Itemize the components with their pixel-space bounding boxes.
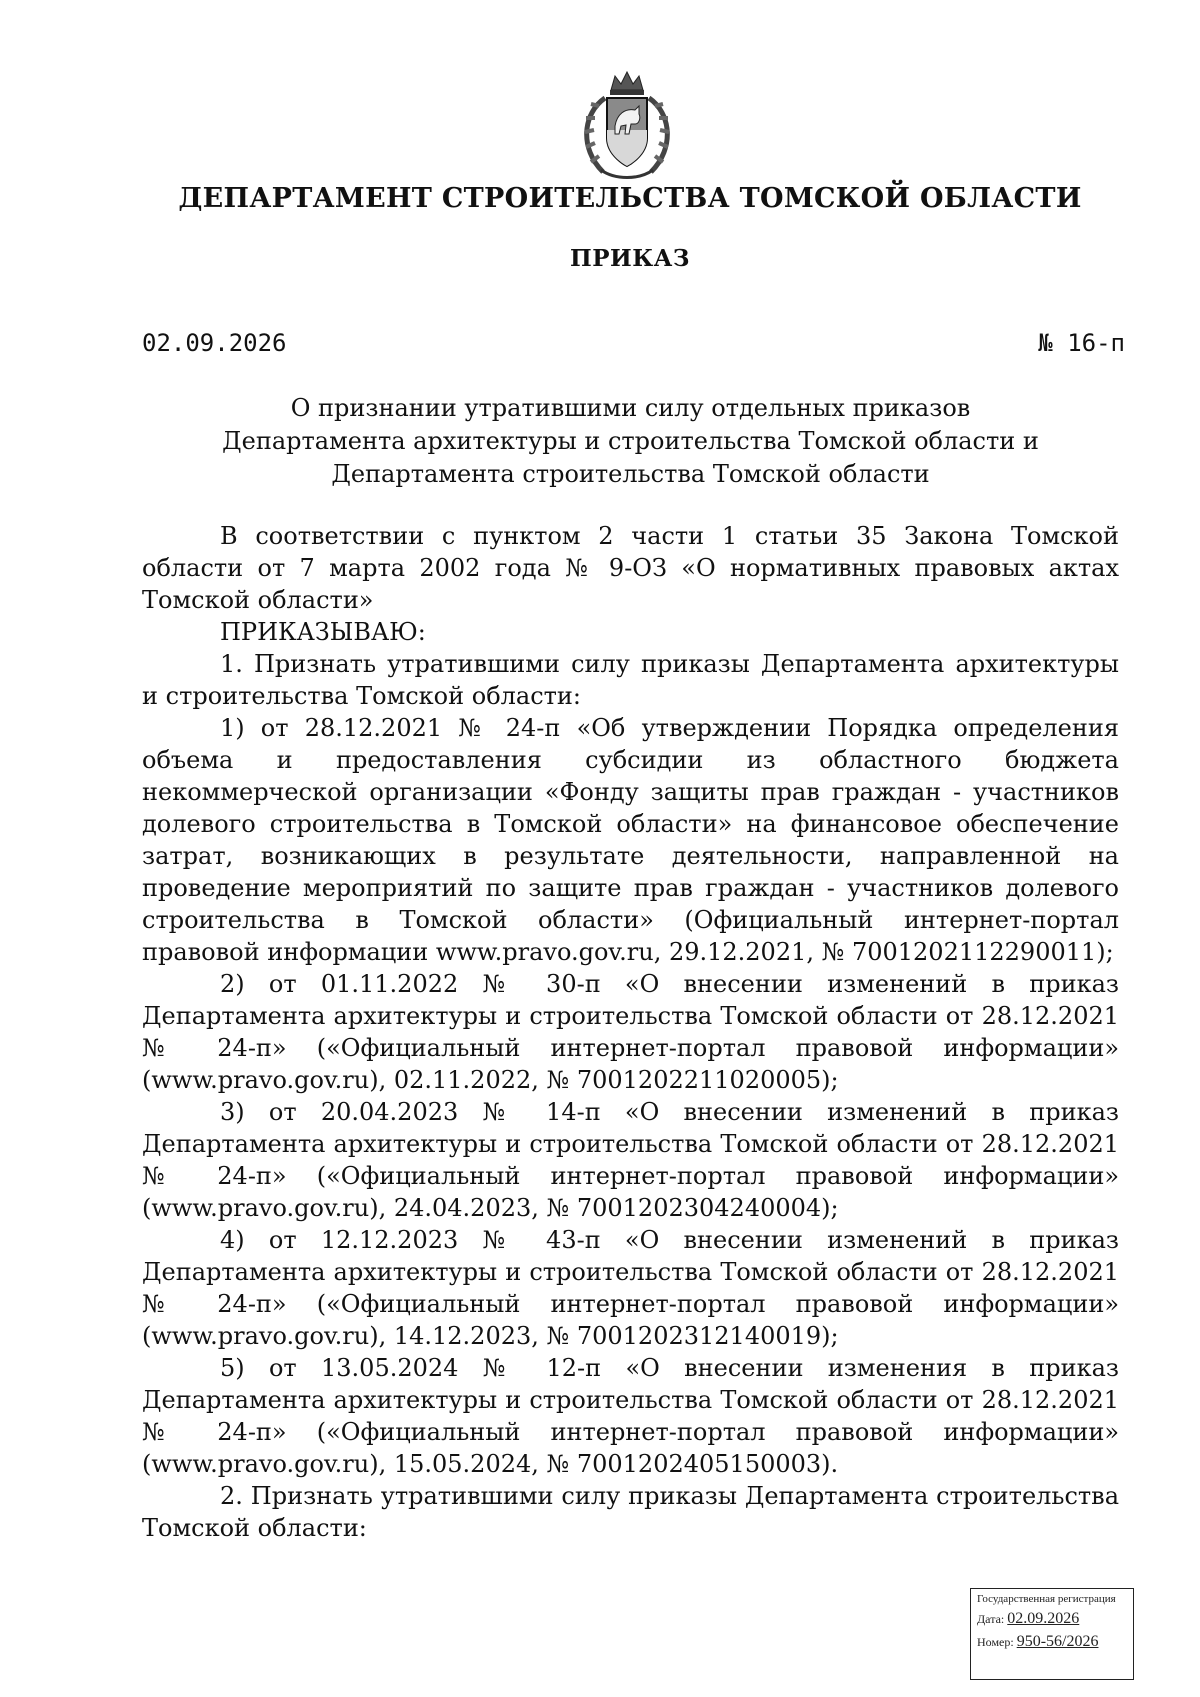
subject-line: О признании утратившими силу отдельных приказов: [290, 394, 971, 422]
document-body: [142, 520, 1119, 1544]
document-date: 02.09.2026: [142, 329, 287, 357]
body-paragraph: 5) от 13.05.2024 № 12-п «О внесении изменения в приказ Департамента архитектуры и строительства Томской области от 28.12.2021 № 24-п» («Официальный интернет-портал правовой информации» (www.pravo.gov.ru), 15.05.2024, № 7001202405150003).: [142, 1354, 1119, 1478]
document-type: ПРИКАЗ: [570, 245, 690, 272]
registration-stamp: [970, 1588, 1134, 1680]
stamp-number-label: Номер:: [977, 1635, 1014, 1649]
stamp-date-label: Дата:: [977, 1612, 1005, 1626]
command-word: ПРИКАЗЫВАЮ:: [220, 618, 426, 646]
preamble-paragraph: В соответствии с пунктом 2 части 1 статьи 35 Закона Томской области от 7 марта 2002 года № 9-ОЗ «О нормативных правовых актах Томской области»: [142, 522, 1119, 614]
subject-line: Департамента строительства Томской области: [331, 460, 930, 488]
document-subject: [142, 392, 1119, 491]
body-paragraph: 2. Признать утратившими силу приказы Департамента строительства Томской области:: [142, 1482, 1119, 1542]
document-number: № 16-п: [1038, 329, 1125, 357]
body-paragraph: 3) от 20.04.2023 № 14-п «О внесении изменений в приказ Департамента архитектуры и строительства Томской области от 28.12.2021 № 24-п» («Официальный интернет-портал правовой информации» (www.pravo.gov.ru), 24.04.2023, № 7001202304240004);: [142, 1098, 1119, 1222]
body-paragraph: 2) от 01.11.2022 № 30-п «О внесении изменений в приказ Департамента архитектуры и строительства Томской области от 28.12.2021 № 24-п» («Официальный интернет-портал правовой информации» (www.pravo.gov.ru), 02.11.2022, № 7001202211020005);: [142, 970, 1119, 1094]
stamp-title: Государственная регистрация: [977, 1593, 1116, 1605]
stamp-number-row: [977, 1633, 1128, 1651]
department-title: ДЕПАРТАМЕНТ СТРОИТЕЛЬСТВА ТОМСКОЙ ОБЛАСТИ: [178, 183, 1082, 214]
stamp-number-value: 950-56/2026: [1016, 1633, 1099, 1650]
tomsk-oblast-coat-of-arms-icon: [565, 68, 689, 186]
stamp-date-row: [977, 1610, 1128, 1628]
subject-line: Департамента архитектуры и строительства Томской области и: [222, 427, 1039, 455]
body-paragraph: 1) от 28.12.2021 № 24-п «Об утверждении Порядка определения объема и предоставления субсидии из областного бюджета некоммерческой организации «Фонду защиты прав граждан - участников долевого строительства в Томской области» на финансовое обеспечение затрат, возникающих в результате деятельности, направленной на проведение мероприятий по защите прав граждан - участников долевого строительства в Томской области» (Официальный интернет-портал правовой информации www.pravo.gov.ru, 29.12.2021, № 7001202112290011);: [142, 714, 1119, 966]
stamp-date-value: 02.09.2026: [1007, 1610, 1080, 1627]
body-paragraph: 1. Признать утратившими силу приказы Департамента архитектуры и строительства Томской области:: [142, 650, 1119, 710]
body-paragraph: 4) от 12.12.2023 № 43-п «О внесении изменений в приказ Департамента архитектуры и строительства Томской области от 28.12.2021 № 24-п» («Официальный интернет-портал правовой информации» (www.pravo.gov.ru), 14.12.2023, № 7001202312140019);: [142, 1226, 1119, 1350]
